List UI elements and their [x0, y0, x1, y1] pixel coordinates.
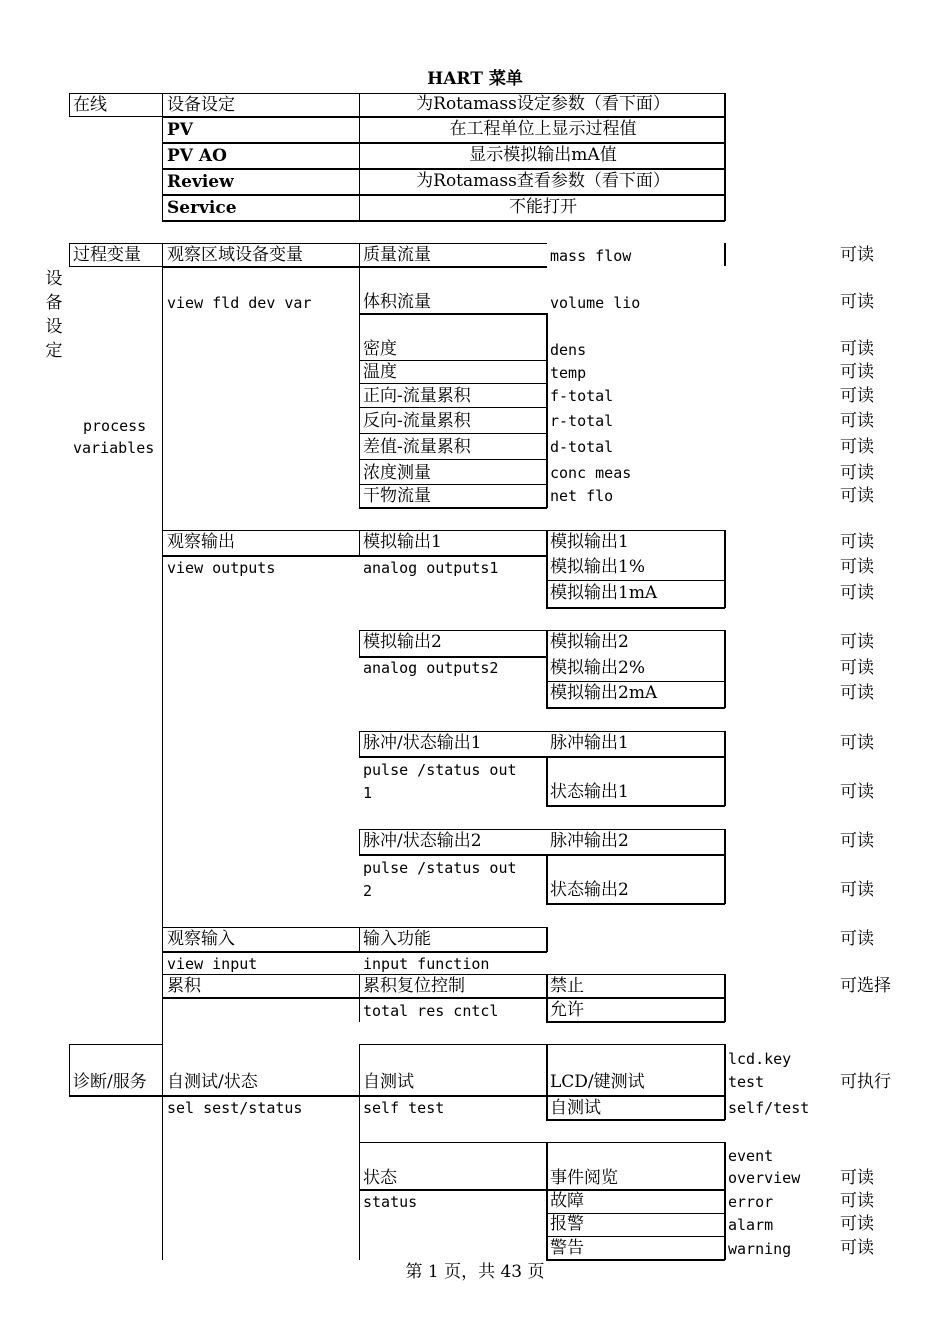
- var-r-total-en: r-total: [550, 412, 614, 430]
- diag-selftest-status-en: sel sest/status: [167, 1099, 303, 1117]
- var-f-total-access: 可读: [840, 386, 874, 406]
- po1-en-2: 1: [363, 784, 373, 802]
- view-input-en: view input: [167, 955, 258, 973]
- var-conc-meas-access: 可读: [840, 463, 874, 483]
- view-outputs-cn: 观察输出: [167, 532, 235, 552]
- ao2-item-3-access: 可读: [840, 683, 874, 703]
- var-mass-flow-en: mass flow: [550, 247, 632, 265]
- totals-reset-enable: 允许: [550, 1000, 584, 1020]
- ao1-item-1: 模拟输出1: [550, 532, 629, 552]
- online-item-pv: PV: [167, 120, 193, 140]
- po1-item-pulse: 脉冲输出1: [550, 733, 629, 753]
- diag-warning-en: warning: [728, 1240, 792, 1258]
- var-f-total-en: f-total: [550, 387, 614, 405]
- ao2-cn: 模拟输出2: [363, 632, 442, 652]
- process-label-en-1: process: [83, 417, 147, 435]
- ao2-item-1: 模拟输出2: [550, 632, 629, 652]
- var-density-cn: 密度: [363, 339, 397, 359]
- var-r-total-cn: 反向-流量累积: [363, 411, 471, 431]
- var-density-en: dens: [550, 341, 587, 359]
- view-fld-dev-var-en: view fld dev var: [167, 294, 312, 312]
- var-temp-en: temp: [550, 364, 587, 382]
- diag-self-test-en: self test: [363, 1099, 445, 1117]
- online-desc-pv: 在工程单位上显示过程值: [449, 119, 637, 139]
- diag-event-en-1: event: [728, 1147, 774, 1165]
- po2-pulse-access: 可读: [840, 831, 874, 851]
- var-conc-meas-en: conc meas: [550, 464, 632, 482]
- po2-en-2: 2: [363, 882, 373, 900]
- ao1-item-1-access: 可读: [840, 532, 874, 552]
- diag-selftest-item-en: self/test: [728, 1099, 810, 1117]
- ao2-item-1-access: 可读: [840, 632, 874, 652]
- var-volume-flow-cn: 体积流量: [363, 292, 431, 312]
- diag-fault-en: error: [728, 1193, 774, 1211]
- var-f-total-cn: 正向-流量累积: [363, 386, 471, 406]
- ao1-item-3-access: 可读: [840, 583, 874, 603]
- online-desc-setup: 为Rotamass设定参数（看下面）: [416, 94, 670, 114]
- var-mass-flow-access: 可读: [840, 245, 874, 265]
- po1-en-1: pulse /status out: [363, 761, 517, 779]
- diag-warning-access: 可读: [840, 1238, 874, 1258]
- var-density-access: 可读: [840, 339, 874, 359]
- var-d-total-access: 可读: [840, 437, 874, 457]
- diag-status-cn: 状态: [363, 1168, 397, 1188]
- var-d-total-en: d-total: [550, 438, 614, 456]
- var-r-total-access: 可读: [840, 411, 874, 431]
- var-volume-flow-en: volume lio: [550, 294, 641, 312]
- totals-cn: 累积: [167, 976, 201, 996]
- var-volume-flow-access: 可读: [840, 292, 874, 312]
- diag-fault-cn: 故障: [550, 1191, 584, 1211]
- process-label-cn: 过程变量: [73, 245, 141, 265]
- ao2-en: analog outputs2: [363, 659, 499, 677]
- var-temp-access: 可读: [840, 362, 874, 382]
- diag-fault-access: 可读: [840, 1191, 874, 1211]
- ao1-en: analog outputs1: [363, 559, 499, 577]
- diag-alarm-en: alarm: [728, 1216, 774, 1234]
- ao1-item-3: 模拟输出1mA: [550, 583, 658, 603]
- po2-item-status: 状态输出2: [550, 880, 629, 900]
- totals-reset-disable: 禁止: [550, 976, 584, 996]
- ao1-cn: 模拟输出1: [363, 532, 442, 552]
- ao1-item-2: 模拟输出1%: [550, 557, 645, 577]
- ao1-item-2-access: 可读: [840, 557, 874, 577]
- view-fld-dev-var-cn: 观察区域设备变量: [167, 245, 303, 265]
- po1-pulse-access: 可读: [840, 733, 874, 753]
- diag-lcd-test-en-1: lcd.key: [728, 1050, 792, 1068]
- diag-lcd-test-access: 可执行: [840, 1072, 891, 1092]
- online-desc-pv-ao: 显示模拟输出mA值: [469, 145, 617, 165]
- input-function-cn: 输入功能: [363, 929, 431, 949]
- view-outputs-en: view outputs: [167, 559, 276, 577]
- po2-status-access: 可读: [840, 880, 874, 900]
- diag-label: 诊断/服务: [73, 1072, 147, 1092]
- var-net-flow-en: net flo: [550, 487, 614, 505]
- online-desc-service: 不能打开: [509, 197, 577, 217]
- po1-status-access: 可读: [840, 782, 874, 802]
- diag-lcd-test-cn: LCD/键测试: [550, 1072, 645, 1092]
- input-function-access: 可读: [840, 929, 874, 949]
- var-net-flow-access: 可读: [840, 486, 874, 506]
- diag-alarm-access: 可读: [840, 1214, 874, 1234]
- diag-alarm-cn: 报警: [550, 1214, 584, 1234]
- online-item-pv-ao: PV AO: [167, 146, 227, 166]
- po2-en-1: pulse /status out: [363, 859, 517, 877]
- po2-item-pulse: 脉冲输出2: [550, 831, 629, 851]
- view-input-cn: 观察输入: [167, 929, 235, 949]
- var-d-total-cn: 差值-流量累积: [363, 437, 471, 457]
- diag-selftest-status-cn: 自测试/状态: [167, 1072, 258, 1092]
- var-conc-meas-cn: 浓度测量: [363, 463, 431, 483]
- online-item-review: Review: [167, 172, 234, 192]
- diag-event-cn: 事件阅览: [550, 1168, 618, 1188]
- var-net-flow-cn: 干物流量: [363, 486, 431, 506]
- ao2-item-2-access: 可读: [840, 658, 874, 678]
- diag-status-en: status: [363, 1193, 418, 1211]
- diag-event-access: 可读: [840, 1168, 874, 1188]
- online-label: 在线: [73, 95, 107, 115]
- totals-reset-cn: 累积复位控制: [363, 976, 465, 996]
- online-item-setup: 设备设定: [167, 95, 235, 115]
- diag-selftest-item-cn: 自测试: [550, 1098, 601, 1118]
- page-footer: 第 1 页，共 43 页: [405, 1262, 545, 1282]
- ao2-item-2: 模拟输出2%: [550, 658, 645, 678]
- po2-cn: 脉冲/状态输出2: [363, 831, 482, 851]
- process-label-en-2: variables: [73, 439, 155, 457]
- ao2-item-3: 模拟输出2mA: [550, 683, 658, 703]
- diag-warning-cn: 警告: [550, 1238, 584, 1258]
- online-desc-review: 为Rotamass查看参数（看下面）: [416, 171, 670, 191]
- po1-item-status: 状态输出1: [550, 782, 629, 802]
- po1-cn: 脉冲/状态输出1: [363, 733, 482, 753]
- page-title: HART 菜单: [427, 69, 523, 89]
- input-function-en: input function: [363, 955, 490, 973]
- totals-reset-en: total res cntcl: [363, 1002, 499, 1020]
- diag-self-test-cn: 自测试: [363, 1072, 414, 1092]
- diag-lcd-test-en-2: test: [728, 1073, 765, 1091]
- online-item-service: Service: [167, 198, 237, 218]
- var-temp-cn: 温度: [363, 362, 397, 382]
- var-mass-flow-cn: 质量流量: [363, 245, 431, 265]
- diag-event-en-2: overview: [728, 1169, 801, 1187]
- totals-reset-access: 可选择: [840, 976, 891, 996]
